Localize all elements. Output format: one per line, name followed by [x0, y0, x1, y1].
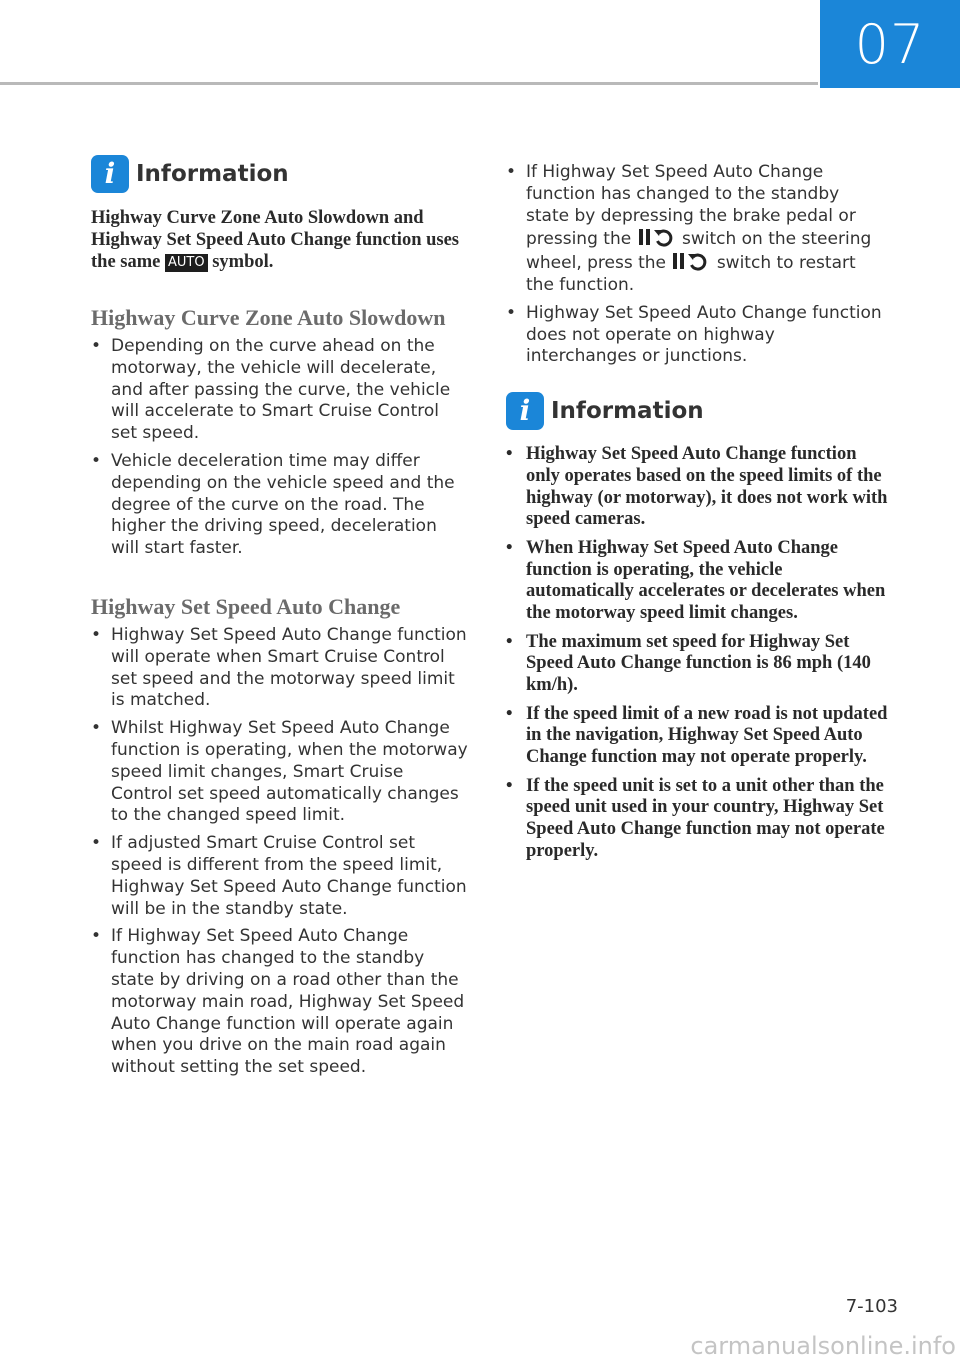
cruise-toggle-switch-icon — [637, 227, 677, 247]
info-icon: i — [506, 392, 544, 430]
bullet-text: switch on the steering wheel, press the — [526, 229, 872, 274]
list-item: • The maximum set speed for Highway Set Speed Auto Change function is 86 mph (140 km/h). — [506, 632, 891, 697]
info-title: Information — [136, 161, 289, 187]
info-note-text-1: Highway Curve Zone Auto Slowdown and Highway Set Speed Auto Change function uses the same — [91, 208, 460, 272]
page-number: 7-103 — [845, 1296, 898, 1317]
list-item: • If the speed limit of a new road is not updated in the navigation, Highway Set Speed Auto Change function may not operate properly. — [506, 704, 891, 769]
list-item: • Highway Set Speed Auto Change function will operate when Smart Cruise Control set speed and the motorway speed limit is matched. — [91, 625, 469, 712]
info-title: Information — [551, 398, 704, 424]
list-item: • If adjusted Smart Cruise Control set speed is different from the speed limit, Highway Set Speed Auto Change function will be in the standby state. — [91, 833, 469, 920]
info-note-text-2: symbol. — [207, 252, 274, 272]
section-heading-curve: Highway Curve Zone Auto Slowdown — [91, 305, 446, 330]
curve-bullet-list — [91, 336, 469, 566]
info-box-heading — [506, 392, 704, 430]
right-bullet-list — [506, 162, 886, 374]
list-item: • Highway Set Speed Auto Change function does not operate on highway interchanges or junctions. — [506, 303, 886, 368]
section-heading-speed: Highway Set Speed Auto Change — [91, 594, 401, 619]
list-item: • Vehicle deceleration time may differ depending on the vehicle speed and the degree of the curve on the road. The higher the driving speed, deceleration will start faster. — [91, 451, 469, 560]
list-item: • Depending on the curve ahead on the motorway, the vehicle will decelerate, and after passing the curve, the vehicle will accelerate to Smart Cruise Control set speed. — [91, 336, 469, 445]
list-item: • If Highway Set Speed Auto Change function has changed to the standby state by driving on a road other than the motorway main road, Highway Set Speed Auto Change function will operate again when you drive on the main road again without setting the set speed. — [91, 926, 469, 1079]
chapter-tab: 07 — [820, 0, 960, 88]
info-bullet-list — [506, 444, 891, 869]
header-rule — [0, 82, 818, 85]
list-item: • If the speed unit is set to a unit other than the speed unit used in your country, Highway Set Speed Auto Change function may not operate properly. — [506, 776, 891, 863]
list-item: • Whilst Highway Set Speed Auto Change function is operating, when the motorway speed limit changes, Smart Cruise Control set speed automatically changes to the changed speed limit. — [91, 718, 469, 827]
info-icon: i — [91, 155, 129, 193]
speed-bullet-list — [91, 625, 469, 1085]
info-note — [91, 207, 469, 273]
bullet-text: If Highway Set Speed Auto Change function has changed to the standby state by depressing the brake pedal or pressing the — [526, 162, 856, 250]
auto-badge: AUTO — [165, 254, 208, 272]
cruise-toggle-switch-icon — [671, 251, 711, 271]
info-box-heading — [91, 155, 289, 193]
bullet-text: switch to restart the function. — [526, 253, 856, 295]
list-item: • Highway Set Speed Auto Change function only operates based on the speed limits of the highway (or motorway), it does not work with speed cameras. — [506, 444, 891, 531]
list-item: • When Highway Set Speed Auto Change function is operating, the vehicle automatically accelerates or decelerates when the motorway speed limit changes. — [506, 538, 891, 625]
watermark: carmanualsonline.info — [690, 1332, 956, 1360]
list-item — [506, 162, 886, 297]
